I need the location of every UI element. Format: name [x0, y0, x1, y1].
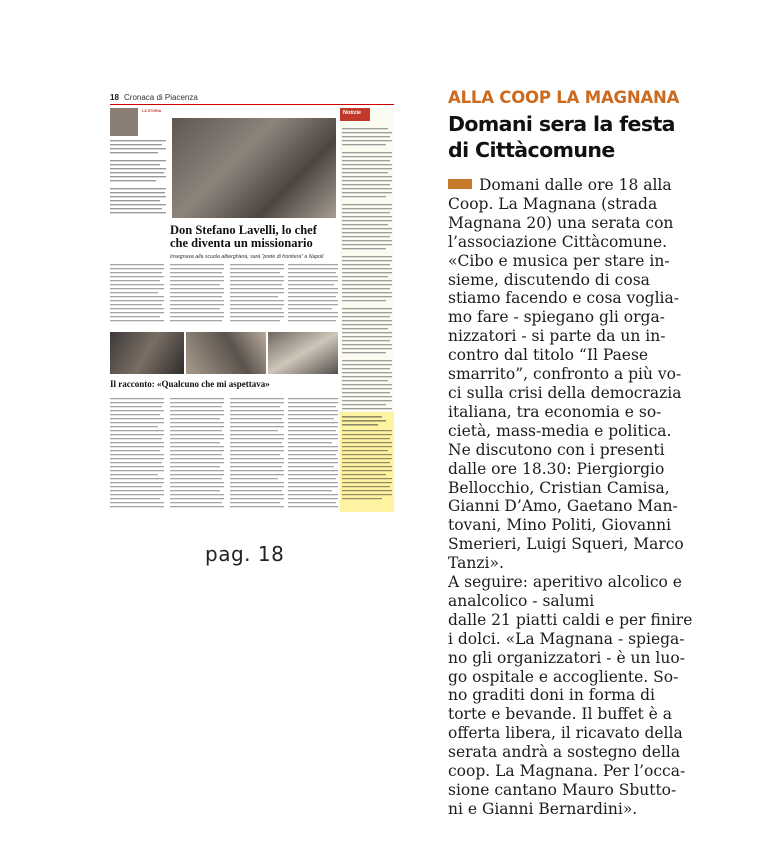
thumbnail-story-label: LA STORIA [142, 109, 162, 113]
portrait-photo [110, 108, 138, 136]
second-photo-right [268, 332, 338, 374]
thumbnail-main-headline: Don Stefano Lavelli, lo chef che diventa un missionario [170, 223, 317, 251]
newspaper-page-thumbnail [110, 92, 394, 517]
article-line: Coop. La Magnana (strada [448, 194, 658, 213]
article-line: sione cantano Mauro Sbutto- [448, 781, 677, 799]
article-line: A seguire: aperitivo alcolico e [448, 573, 682, 592]
thumbnail-highlighted-article [340, 412, 394, 512]
article-line: Bellocchio, Cristian Camisa, [448, 478, 670, 497]
article-line: no gli organizzatori - è un luo- [448, 648, 685, 667]
article-line: dalle 21 piatti caldi e per finire [448, 610, 693, 629]
article-line: serata andrà a sostegno della [448, 743, 681, 762]
thumbnail-left-column-text [110, 140, 168, 220]
headline-line-2: di Cittàcomune [448, 138, 615, 162]
article-line: stiamo facendo e cosa vogliа- [448, 289, 679, 308]
article-line: coop. La Magnana. Per l’occa- [448, 762, 686, 781]
article-line: Tanzi». [448, 554, 504, 573]
article-line: dalle ore 18.30: Piergiorgio [448, 459, 665, 478]
thumbnail-sidebar-text [342, 128, 394, 418]
article-line-text: Domani dalle ore 18 alla [479, 176, 672, 194]
section-marker-square [448, 179, 472, 189]
article-line: tovani, Mino Politi, Giovanni [448, 516, 672, 535]
thumbnail-section-title: Cronaca di Piacenza [124, 93, 198, 102]
article-kicker: ALLA COOP LA MAGNANA [448, 88, 680, 107]
article-line: contro dal titolo “Il Paese [448, 346, 649, 365]
article-line: go ospitale e accogliente. So- [448, 667, 679, 686]
article-line: italiana, tra economia e so- [448, 402, 662, 421]
second-photo-middle [186, 332, 266, 374]
article-line: offerta libera, il ricavato della [448, 724, 683, 743]
page-caption: pag. 18 [205, 542, 285, 566]
article-line: sieme, discutendo di cosa [448, 270, 650, 289]
thumbnail-header [110, 92, 394, 104]
article-line: ni e Gianni Bernardini». [448, 799, 638, 818]
article-line: analcolico - salumi [448, 591, 595, 610]
article-line: «Cibo e musica per stare in- [448, 251, 670, 270]
article-line: mo fare - spiegano gli orga- [448, 308, 665, 327]
thumbnail-page-number: 18 [110, 93, 119, 102]
thumbnail-sidebar-tag: Notizie [340, 108, 370, 121]
thumbnail-main-subhead: Insegnava alla scuola alberghiera, sarà “prete di frontiera” a Napoli [170, 254, 324, 260]
article-line: Gianni D’Amo, Gaetano Man- [448, 497, 678, 516]
main-photo [172, 118, 336, 218]
article-line: torte e bevande. Il buffet è a [448, 705, 673, 724]
headline-line-1: Domani sera la festa [448, 112, 675, 136]
article-line: l’associazione Cittàcomune. [448, 232, 668, 251]
article-line: Magnana 20) una serata con [448, 213, 674, 232]
article-headline [448, 111, 728, 163]
thumbnail-header-rule [110, 104, 394, 105]
article-line: Smerieri, Luigi Squeri, Marco [448, 535, 684, 554]
article-line: no graditi doni in forma di [448, 686, 656, 705]
thumbnail-body-columns [110, 264, 340, 328]
thumbnail-highlighted-text [342, 416, 394, 508]
article-line: smarrito”, confronto a più vo- [448, 365, 682, 384]
thumbnail-second-headline: Il racconto: «Qualcuno che mi aspettava» [110, 379, 270, 389]
article-line: ci sulla crisi della democrazia [448, 383, 682, 402]
thumbnail-lower-columns [110, 398, 340, 516]
second-photo-left [110, 332, 184, 374]
article-line: i dolci. «La Magnana - spiega- [448, 629, 685, 648]
article-body [448, 176, 728, 819]
article-line: nizzatori - si parte da un in- [448, 327, 666, 346]
article-line: Ne discutono con i presenti [448, 440, 665, 459]
article-line: cietà, mass-media e politica. [448, 421, 672, 440]
article-line [448, 176, 728, 195]
